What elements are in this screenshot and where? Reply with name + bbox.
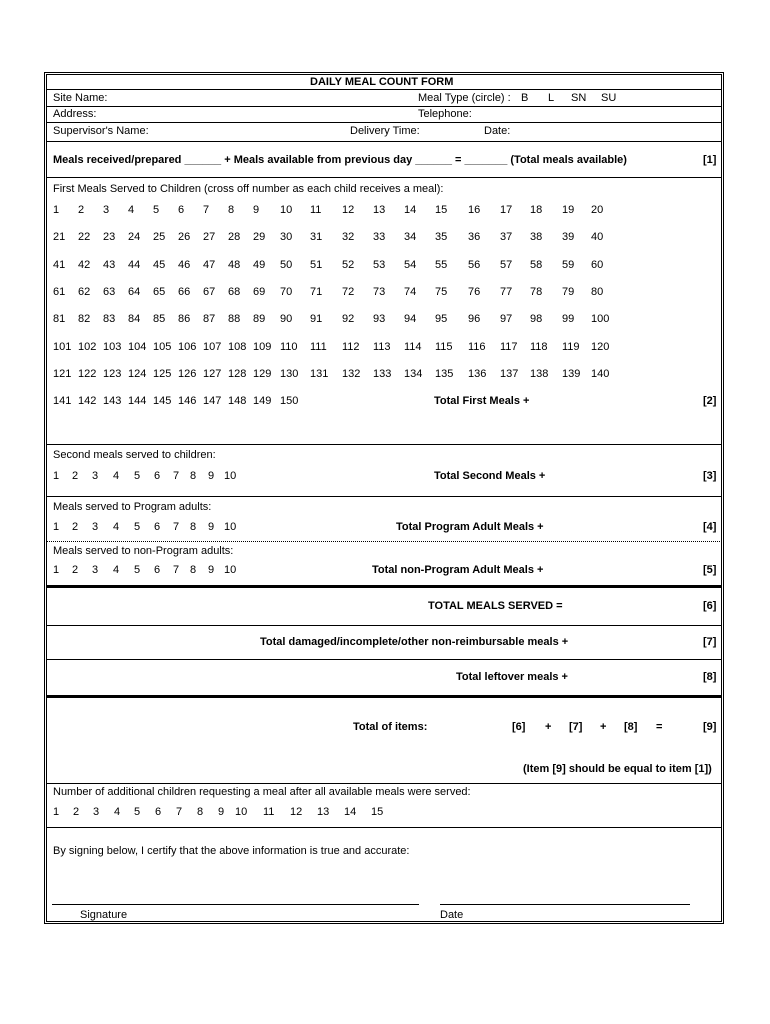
date-label: Date: (484, 125, 511, 137)
meal-count-number[interactable]: 87 (203, 313, 216, 325)
meal-count-number[interactable]: 3 (93, 806, 100, 818)
meal-count-number[interactable]: 9 (208, 521, 215, 533)
meal-count-number[interactable]: 122 (78, 368, 97, 380)
meal-count-number[interactable]: 58 (530, 259, 543, 271)
meal-count-number[interactable]: 3 (92, 521, 99, 533)
meal-count-number[interactable]: 128 (228, 368, 247, 380)
meal-count-number[interactable]: 1 (53, 564, 60, 576)
divider (46, 89, 722, 90)
meal-count-number[interactable]: 18 (530, 204, 543, 216)
meal-count-number[interactable]: 9 (218, 806, 225, 818)
meal-count-number[interactable]: 120 (591, 341, 610, 353)
divider (46, 122, 722, 123)
item-7-marker: [7] (703, 636, 717, 648)
meal-count-number[interactable]: 131 (310, 368, 329, 380)
meal-count-number[interactable]: 9 (253, 204, 260, 216)
meal-count-number[interactable]: 5 (134, 521, 141, 533)
meal-count-number[interactable]: 11 (310, 204, 322, 216)
meal-count-number[interactable]: 2 (72, 521, 79, 533)
meal-count-number[interactable]: 80 (591, 286, 604, 298)
meal-count-number[interactable]: 6 (154, 470, 161, 482)
meal-count-number[interactable]: 93 (373, 313, 386, 325)
meal-count-number[interactable]: 96 (468, 313, 481, 325)
meal-type-option[interactable]: L (548, 92, 555, 104)
meal-count-number[interactable]: 15 (371, 806, 384, 818)
total-non-program-adult-label: Total non-Program Adult Meals + (372, 564, 544, 576)
meal-count-number[interactable]: 146 (178, 395, 197, 407)
meal-count-number[interactable]: 84 (128, 313, 141, 325)
meal-count-number[interactable]: 12 (342, 204, 355, 216)
meal-count-number[interactable]: 48 (228, 259, 241, 271)
meal-count-number[interactable]: 4 (114, 806, 121, 818)
divider (46, 141, 722, 142)
meal-count-number[interactable]: 34 (404, 231, 417, 243)
meal-count-number[interactable]: 6 (154, 564, 161, 576)
divider (46, 177, 722, 178)
meal-count-number[interactable]: 27 (203, 231, 216, 243)
meal-count-number[interactable]: 133 (373, 368, 392, 380)
meal-count-number[interactable]: 32 (342, 231, 355, 243)
meal-count-number[interactable]: 145 (153, 395, 172, 407)
meal-count-number[interactable]: 114 (404, 341, 422, 353)
certification-statement: By signing below, I certify that the above information is true and accurate: (53, 845, 410, 857)
meal-count-number[interactable]: 10 (224, 470, 237, 482)
meal-count-number[interactable]: 3 (92, 470, 99, 482)
meal-count-number[interactable]: 140 (591, 368, 610, 380)
meal-count-number[interactable]: 7 (173, 521, 180, 533)
meal-count-number[interactable]: 56 (468, 259, 481, 271)
meal-count-number[interactable]: 1 (53, 521, 60, 533)
meal-count-number[interactable]: 6 (155, 806, 162, 818)
divider (46, 541, 722, 542)
meal-count-number[interactable]: 23 (103, 231, 116, 243)
meal-count-number[interactable]: 94 (404, 313, 417, 325)
meal-count-number[interactable]: 68 (228, 286, 241, 298)
meal-count-number[interactable]: 100 (591, 313, 610, 325)
meal-count-number[interactable]: 136 (468, 368, 487, 380)
meal-count-number[interactable]: 132 (342, 368, 361, 380)
meal-count-number[interactable]: 6 (178, 204, 185, 216)
meal-count-number[interactable]: 63 (103, 286, 116, 298)
meal-count-number[interactable]: 95 (435, 313, 448, 325)
meal-count-number[interactable]: 44 (128, 259, 141, 271)
meal-count-number[interactable]: 8 (190, 521, 197, 533)
signature-date-label: Date (440, 909, 464, 921)
total-damaged-label: Total damaged/incomplete/other non-reimbursable meals + (260, 636, 569, 648)
formula-item-6: [6] (512, 721, 526, 733)
meal-count-number[interactable]: 119 (562, 341, 580, 353)
meal-count-number[interactable]: 64 (128, 286, 141, 298)
meal-count-number[interactable]: 1 (53, 806, 60, 818)
meal-count-number[interactable]: 59 (562, 259, 575, 271)
meal-count-number[interactable]: 1 (53, 204, 60, 216)
meal-count-number[interactable]: 1 (53, 470, 60, 482)
meal-count-number[interactable]: 88 (228, 313, 241, 325)
meal-count-number[interactable]: 41 (53, 259, 66, 271)
meal-count-number[interactable]: 137 (500, 368, 519, 380)
delivery-time-label: Delivery Time: (350, 125, 420, 137)
meal-count-number[interactable]: 92 (342, 313, 355, 325)
meal-count-number[interactable]: 25 (153, 231, 166, 243)
meal-count-number[interactable]: 74 (404, 286, 417, 298)
meal-count-number[interactable]: 38 (530, 231, 543, 243)
meal-count-number[interactable]: 13 (373, 204, 386, 216)
item-check-note: (Item [9] should be equal to item [1]) (523, 763, 712, 775)
meal-count-number[interactable]: 142 (78, 395, 97, 407)
meal-count-number[interactable]: 37 (500, 231, 513, 243)
meal-count-number[interactable]: 3 (92, 564, 99, 576)
meal-count-number[interactable]: 106 (178, 341, 197, 353)
meal-count-number[interactable]: 45 (153, 259, 166, 271)
divider (46, 625, 722, 626)
program-adults-label: Meals served to Program adults: (53, 501, 212, 513)
meal-count-number[interactable]: 149 (253, 395, 272, 407)
meal-count-number[interactable]: 98 (530, 313, 543, 325)
total-program-adult-label: Total Program Adult Meals + (396, 521, 544, 533)
meal-count-number[interactable]: 39 (562, 231, 575, 243)
meal-count-number[interactable]: 60 (591, 259, 604, 271)
meal-count-number[interactable]: 90 (280, 313, 293, 325)
divider (46, 496, 722, 497)
meal-count-number[interactable]: 121 (53, 368, 72, 380)
meal-count-number[interactable]: 5 (134, 806, 141, 818)
meal-count-number[interactable]: 103 (103, 341, 122, 353)
meal-count-number[interactable]: 105 (153, 341, 172, 353)
address-label: Address: (53, 108, 97, 120)
meal-count-number[interactable]: 28 (228, 231, 241, 243)
meal-count-number[interactable]: 73 (373, 286, 386, 298)
meal-count-number[interactable]: 135 (435, 368, 454, 380)
formula-plus: + (600, 721, 607, 733)
meal-count-number[interactable]: 7 (173, 470, 180, 482)
meal-count-number[interactable]: 2 (72, 470, 79, 482)
meal-count-number[interactable]: 115 (435, 341, 453, 353)
meal-count-number[interactable]: 9 (208, 470, 215, 482)
form-title: DAILY MEAL COUNT FORM (310, 76, 454, 88)
meal-type-label: Meal Type (circle) : (418, 92, 511, 104)
meal-count-number[interactable]: 24 (128, 231, 141, 243)
meal-count-number[interactable]: 11 (263, 806, 275, 818)
total-meals-served-label: TOTAL MEALS SERVED = (428, 600, 563, 612)
meal-count-number[interactable]: 97 (500, 313, 513, 325)
meal-count-number[interactable]: 109 (253, 341, 272, 353)
meal-count-number[interactable]: 102 (78, 341, 97, 353)
second-meals-numbers (0, 470, 770, 484)
meal-count-number[interactable]: 6 (154, 521, 161, 533)
first-meals-row (0, 204, 770, 218)
meal-count-number[interactable]: 21 (53, 231, 66, 243)
meal-count-number[interactable]: 46 (178, 259, 191, 271)
item-3-marker: [3] (703, 470, 717, 482)
meal-count-number[interactable]: 9 (208, 564, 215, 576)
meal-count-number[interactable]: 130 (280, 368, 299, 380)
meal-count-number[interactable]: 147 (203, 395, 222, 407)
meal-count-number[interactable]: 55 (435, 259, 448, 271)
meal-count-number[interactable]: 4 (113, 564, 120, 576)
meal-count-number[interactable]: 31 (310, 231, 323, 243)
meal-count-number[interactable]: 75 (435, 286, 448, 298)
meal-count-number[interactable]: 19 (562, 204, 575, 216)
program-adult-numbers (0, 521, 770, 535)
meal-count-number[interactable]: 40 (591, 231, 604, 243)
meal-count-number[interactable]: 54 (404, 259, 417, 271)
meal-count-number[interactable]: 61 (53, 286, 66, 298)
meal-count-number[interactable]: 4 (113, 470, 120, 482)
meal-count-number[interactable]: 49 (253, 259, 266, 271)
meal-count-number[interactable]: 15 (435, 204, 448, 216)
meal-count-number[interactable]: 108 (228, 341, 247, 353)
meal-count-number[interactable]: 144 (128, 395, 147, 407)
meal-count-number[interactable]: 2 (73, 806, 80, 818)
thick-divider (46, 695, 722, 698)
meal-count-number[interactable]: 148 (228, 395, 247, 407)
meal-count-number[interactable]: 81 (53, 313, 66, 325)
meal-count-number[interactable]: 125 (153, 368, 172, 380)
meal-count-number[interactable]: 85 (153, 313, 166, 325)
meal-count-number[interactable]: 51 (310, 259, 323, 271)
meal-count-number[interactable]: 143 (103, 395, 122, 407)
meal-count-number[interactable]: 35 (435, 231, 448, 243)
meal-count-number[interactable]: 138 (530, 368, 549, 380)
meal-count-number[interactable]: 65 (153, 286, 166, 298)
divider (46, 444, 722, 445)
meal-count-number[interactable]: 113 (373, 341, 391, 353)
meal-count-number[interactable]: 43 (103, 259, 116, 271)
second-meals-label: Second meals served to children: (53, 449, 216, 461)
meal-count-number[interactable]: 10 (224, 564, 237, 576)
additional-children-label: Number of additional children requesting a meal after all available meals were served: (53, 786, 471, 798)
formula-item-9: [9] (703, 721, 717, 733)
meal-count-number[interactable]: 12 (290, 806, 303, 818)
meal-count-number[interactable]: 8 (190, 564, 197, 576)
divider (46, 659, 722, 660)
first-meals-row (0, 286, 770, 300)
meal-count-number[interactable]: 36 (468, 231, 481, 243)
meal-count-number[interactable]: 3 (103, 204, 110, 216)
meal-count-number[interactable]: 14 (404, 204, 417, 216)
meal-type-option[interactable]: SN (571, 92, 587, 104)
meal-count-number[interactable]: 86 (178, 313, 191, 325)
first-meals-label: First Meals Served to Children (cross off number as each child receives a meal): (53, 183, 444, 195)
item-4-marker: [4] (703, 521, 717, 533)
meal-count-number[interactable]: 99 (562, 313, 575, 325)
meal-count-number[interactable]: 150 (280, 395, 299, 407)
meal-count-number[interactable]: 112 (342, 341, 360, 353)
meal-count-number[interactable]: 78 (530, 286, 543, 298)
item-6-marker: [6] (703, 600, 717, 612)
supervisor-label: Supervisor's Name: (53, 125, 149, 137)
meal-count-number[interactable]: 110 (280, 341, 298, 353)
first-meals-row (0, 231, 770, 245)
meal-count-number[interactable]: 8 (228, 204, 235, 216)
first-meals-row (0, 259, 770, 273)
meal-count-number[interactable]: 72 (342, 286, 355, 298)
formula-item-8: [8] (624, 721, 638, 733)
meal-count-number[interactable]: 129 (253, 368, 272, 380)
non-program-adults-label: Meals served to non-Program adults: (53, 545, 234, 557)
divider (46, 827, 722, 828)
meal-count-number[interactable]: 10 (280, 204, 293, 216)
meal-count-number[interactable]: 16 (468, 204, 481, 216)
meal-count-number[interactable]: 5 (134, 564, 141, 576)
meal-count-number[interactable]: 14 (344, 806, 357, 818)
formula-item-7: [7] (569, 721, 583, 733)
item-8-marker: [8] (703, 671, 717, 683)
additional-children-numbers (0, 806, 770, 820)
total-of-items-label: Total of items: (353, 721, 428, 733)
divider (46, 106, 722, 107)
meal-type-option[interactable]: B (521, 92, 529, 104)
meal-count-number[interactable]: 126 (178, 368, 197, 380)
first-meals-row (0, 368, 770, 382)
first-meals-row (0, 313, 770, 327)
meal-count-number[interactable]: 4 (113, 521, 120, 533)
divider (46, 783, 722, 784)
meal-count-number[interactable]: 104 (128, 341, 147, 353)
meal-count-number[interactable]: 7 (176, 806, 183, 818)
meal-count-number[interactable]: 22 (78, 231, 91, 243)
meal-count-number[interactable]: 8 (197, 806, 204, 818)
meal-count-number[interactable]: 116 (468, 341, 486, 353)
meal-count-number[interactable]: 79 (562, 286, 575, 298)
meal-count-number[interactable]: 71 (310, 286, 323, 298)
meal-count-number[interactable]: 33 (373, 231, 386, 243)
meal-count-number[interactable]: 5 (153, 204, 160, 216)
meal-count-number[interactable]: 8 (190, 470, 197, 482)
first-meals-row (0, 395, 770, 409)
meal-count-number[interactable]: 50 (280, 259, 293, 271)
meal-count-number[interactable]: 141 (53, 395, 72, 407)
meal-count-number[interactable]: 42 (78, 259, 91, 271)
meal-count-number[interactable]: 107 (203, 341, 222, 353)
meal-count-number[interactable]: 52 (342, 259, 355, 271)
meal-count-number[interactable]: 5 (134, 470, 141, 482)
meal-count-number[interactable]: 29 (253, 231, 266, 243)
signature-line[interactable] (52, 904, 419, 905)
meal-count-number[interactable]: 83 (103, 313, 116, 325)
meal-count-number[interactable]: 101 (53, 341, 72, 353)
meal-count-number[interactable]: 118 (530, 341, 548, 353)
meal-count-number[interactable]: 91 (310, 313, 323, 325)
site-name-label: Site Name: (53, 92, 108, 104)
meal-count-number[interactable]: 67 (203, 286, 216, 298)
date-line[interactable] (440, 904, 690, 905)
meal-count-number[interactable]: 13 (317, 806, 330, 818)
meal-count-number[interactable]: 89 (253, 313, 266, 325)
meal-count-number[interactable]: 2 (72, 564, 79, 576)
meal-count-number[interactable]: 124 (128, 368, 147, 380)
meal-count-number[interactable]: 26 (178, 231, 191, 243)
meal-count-number[interactable]: 139 (562, 368, 581, 380)
first-meals-row (0, 341, 770, 355)
signature-label: Signature (80, 909, 128, 921)
thick-divider (46, 585, 722, 588)
meal-count-number[interactable]: 117 (500, 341, 518, 353)
meal-count-number[interactable]: 62 (78, 286, 91, 298)
meal-count-number[interactable]: 70 (280, 286, 293, 298)
meal-count-number[interactable]: 57 (500, 259, 513, 271)
meal-type-option[interactable]: SU (601, 92, 617, 104)
meal-count-number[interactable]: 111 (310, 341, 327, 353)
item-1-marker: [1] (703, 154, 717, 166)
meal-count-number[interactable]: 2 (78, 204, 85, 216)
meal-count-number[interactable]: 66 (178, 286, 191, 298)
meal-count-number[interactable]: 10 (224, 521, 237, 533)
meal-count-number[interactable]: 82 (78, 313, 91, 325)
meal-count-number[interactable]: 20 (591, 204, 604, 216)
item-5-marker: [5] (703, 564, 717, 576)
meal-count-number[interactable]: 4 (128, 204, 135, 216)
formula-equals: = (656, 721, 663, 733)
item-2-marker: [2] (703, 395, 717, 407)
meal-count-number[interactable]: 53 (373, 259, 386, 271)
formula-plus: + (545, 721, 552, 733)
meal-count-number[interactable]: 7 (173, 564, 180, 576)
meal-count-number[interactable]: 30 (280, 231, 293, 243)
total-leftover-label: Total leftover meals + (456, 671, 568, 683)
meal-count-number[interactable]: 123 (103, 368, 122, 380)
meal-count-number[interactable]: 127 (203, 368, 222, 380)
total-first-meals-label: Total First Meals + (434, 395, 530, 407)
meal-count-number[interactable]: 17 (500, 204, 513, 216)
telephone-label: Telephone: (418, 108, 472, 120)
meals-received-line: Meals received/prepared ______ + Meals available from previous day ______ = _______ (Total meals available) (53, 154, 627, 166)
meal-count-number[interactable]: 10 (235, 806, 248, 818)
meal-count-number[interactable]: 77 (500, 286, 513, 298)
meal-count-number[interactable]: 47 (203, 259, 216, 271)
meal-count-number[interactable]: 134 (404, 368, 423, 380)
total-second-meals-label: Total Second Meals + (434, 470, 546, 482)
meal-count-number[interactable]: 76 (468, 286, 481, 298)
meal-count-number[interactable]: 69 (253, 286, 266, 298)
meal-count-number[interactable]: 7 (203, 204, 210, 216)
